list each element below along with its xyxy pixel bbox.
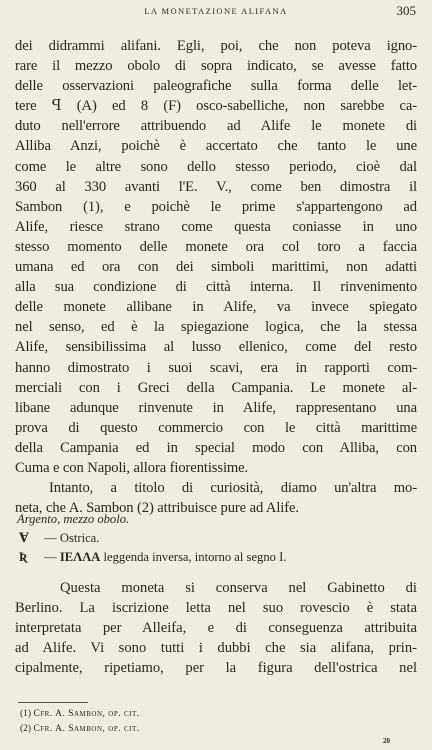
footnote-text: Cfr. A. Sambon, op. cit. [33,724,140,734]
text-line: ad Alife. Vi sono tutti i dubbi che sia alifana, prin- [15,640,417,657]
coin-obverse [17,529,417,548]
text-line: della Campania ed in special modo con Alliba, con [15,439,417,456]
text-line: Cuma e con Napoli, allora fiorentissime. [15,459,249,476]
text-line: dei didrammi alifani. Egli, poi, che non poteva igno- [15,38,417,54]
reverse-legend: IEΛΛΑ [59,550,101,564]
text-line: Alife, sensibilissima al lusso ellenico, come del resto [15,339,417,356]
text-line: neta, che A. Sambon (2) attribuisce pure ad Alife. [15,500,299,517]
text-line: Questa moneta si conserva nel Gabinetto di [60,580,417,596]
text-line: nel senso, ed è la spiegazione logica, che la stessa [15,319,417,336]
body-text-2 [15,578,417,678]
text-line: 360 al 330 avanti l'E. V., come ben dimostra il [15,178,417,195]
footnotes [20,707,320,737]
text-line: tere ꟼ (A) ed 8 (F) osco-sabelliche, non sarebbe ca- [15,98,417,115]
body-text [15,36,417,518]
text-line: duto nell'errore attribuendo ad Alife le monete di [15,118,417,135]
text-line: come le altre sono dello stesso periodo, cioè dal [15,158,417,175]
text-line: Berlino. La iscrizione letta nel suo rovescio è stata [15,600,417,617]
page-header [0,3,432,23]
text-line: hanno dimostrato i suoi scavi, era in rapporti com- [15,359,417,376]
footnote-text: Cfr. A. Sambon, op. cit. [33,709,140,719]
reverse-abbrev: Ʀ [19,550,27,564]
text-line: stesso momento delle monete ora col toro a faccia [15,238,417,255]
reverse-text: leggenda inversa, intorno al segno I. [103,550,287,564]
text-line: umana ed ora con dei simboli marittimi, non adatti [15,259,417,276]
text-line: merciali con i Greci della Campania. Le monete al- [15,379,417,396]
text-line: libane adunque rinvenute in Alife, rappresentano una [15,399,417,416]
footnote-1 [20,707,320,722]
footnote-mark: (2) [20,724,32,734]
text-line: Alife, riesce strano come questa coniasse in uno [15,218,417,235]
obverse-abbrev: Ɐ [19,531,29,545]
text-line: Alliba Anzi, poichè è accertato che tanto le une [15,138,417,155]
paragraph-1 [15,36,417,478]
running-title: LA MONETAZIONE ALIFANA [144,6,288,16]
text-line: delle monete allibane in Alife, va invece spiegato [15,299,417,316]
text-line: Sambon (1), e poichè le prime s'appartengono ad [15,198,417,215]
text-line: Intanto, a titolo di curiosità, diamo un'altra mo- [49,480,417,497]
obverse-text: — Ostrica. [44,531,100,545]
coin-description [17,510,417,567]
text-line: prova di questo commercio con le città marittime [15,419,417,436]
text-line: interpretata per Alleifa, e di conseguenza attribuita [15,620,417,637]
coin-reverse: Ʀ — IEΛΛΑ leggenda inversa, intorno al segno I. [17,548,417,567]
footnote-2 [20,722,320,737]
signature-mark: 20 [383,737,390,745]
text-line: cipalmente, ripetiamo, per la figura dell'ostrica nel [15,660,417,677]
text-line: alla sua condizione di città interna. Il rinvenimento [15,279,417,296]
text-line: rare il mezzo obolo di sopra indicato, se avesse fatto [15,58,417,75]
text-line: delle osservazioni paleografiche sulla forma delle let- [15,78,417,95]
footnote-rule [18,702,88,703]
footnote-mark: (1) [20,709,32,719]
page-number: 305 [396,3,416,18]
coin-caption: Argento, mezzo obolo. [17,512,130,526]
